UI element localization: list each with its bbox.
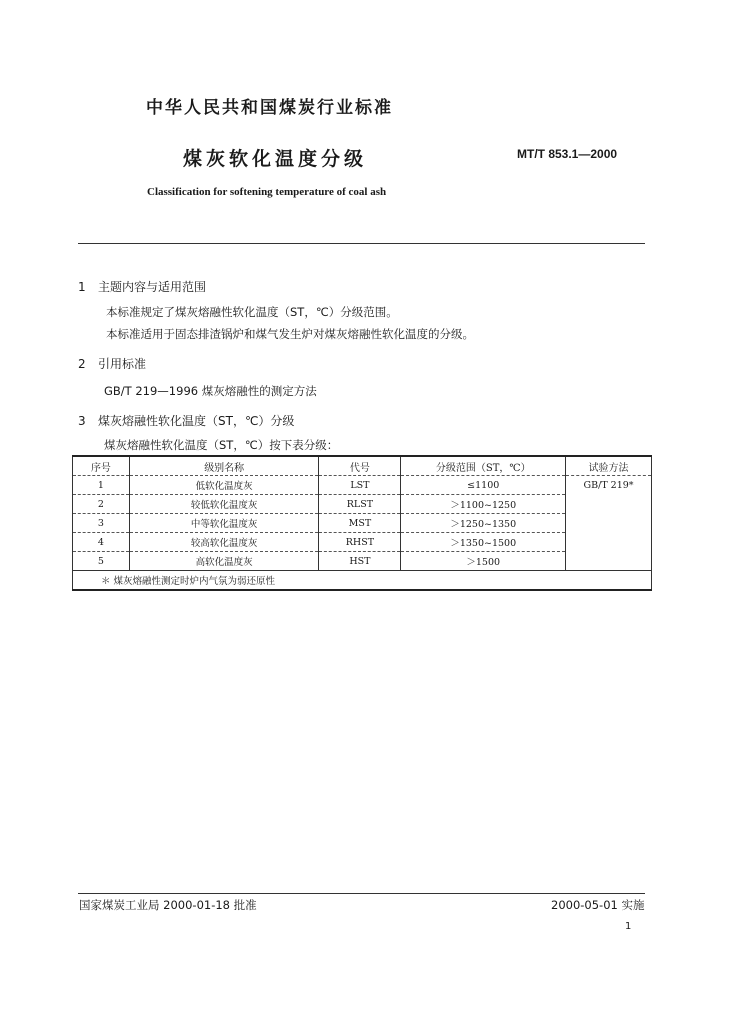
implementation-date: 2000-05-01 实施 (551, 898, 645, 912)
cell-range: ＞1100~1250 (401, 495, 566, 514)
table-footnote: ＊ 煤灰熔融性测定时炉内气氛为弱还原性 (73, 571, 652, 591)
table-row (73, 495, 652, 514)
header-range: 分级范围（ST，℃） (401, 456, 566, 476)
cell-code: MST (319, 514, 401, 533)
table-row (73, 476, 652, 495)
cell-seq: 3 (73, 514, 130, 533)
cell-seq: 4 (73, 533, 130, 552)
english-title: Classification for softening temperature of coal ash (147, 186, 387, 198)
cell-range: ＞1500 (401, 552, 566, 571)
section-heading-text: 主题内容与适用范围 (98, 280, 207, 294)
cell-grade-name: 较低软化温度灰 (129, 495, 319, 514)
table-row (73, 552, 652, 571)
cell-code: LST (319, 476, 401, 495)
header-method: 试验方法 (566, 456, 652, 476)
section-3-heading (78, 412, 294, 429)
section-number: 1 (78, 280, 86, 294)
cell-code: RLST (319, 495, 401, 514)
table-header-row (73, 456, 652, 476)
section-1-heading (78, 278, 206, 295)
standard-category-title: 中华人民共和国煤炭行业标准 (146, 98, 393, 118)
paragraph: 煤灰熔融性软化温度（ST，℃）按下表分级： (104, 438, 339, 452)
section-2-heading (78, 355, 146, 372)
table-row (73, 514, 652, 533)
header-grade-name: 级别名称 (129, 456, 319, 476)
cell-code: HST (319, 552, 401, 571)
header-seq: 序号 (73, 456, 130, 476)
header-code: 代号 (319, 456, 401, 476)
classification-table (72, 455, 652, 591)
cell-code: RHST (319, 533, 401, 552)
header-divider (78, 243, 645, 244)
table-note-row (73, 571, 652, 591)
paragraph: 本标准规定了煤灰熔融性软化温度（ST，℃）分级范围。 (106, 305, 398, 319)
section-heading-text: 煤灰熔融性软化温度（ST，℃）分级 (98, 414, 295, 428)
cell-seq: 5 (73, 552, 130, 571)
section-heading-text: 引用标准 (98, 357, 147, 371)
reference-item: GB/T 219—1996 煤灰熔融性的测定方法 (104, 384, 317, 398)
paragraph: 本标准适用于固态排渣锅炉和煤气发生炉对煤灰熔融性软化温度的分级。 (106, 327, 474, 341)
cell-grade-name: 高软化温度灰 (129, 552, 319, 571)
document-title: 煤灰软化温度分级 (183, 148, 368, 170)
table-row (73, 533, 652, 552)
cell-grade-name: 中等软化温度灰 (129, 514, 319, 533)
cell-range: ≤1100 (401, 476, 566, 495)
cell-method: GB/T 219* (566, 476, 652, 571)
cell-range: ＞1250~1350 (401, 514, 566, 533)
standard-code: MT/T 853.1—2000 (517, 147, 618, 161)
page-number: 1 (625, 921, 632, 932)
approval-line: 国家煤炭工业局 2000-01-18 批准 (79, 898, 257, 912)
cell-range: ＞1350~1500 (401, 533, 566, 552)
section-number: 2 (78, 357, 86, 371)
cell-grade-name: 低软化温度灰 (129, 476, 319, 495)
footer-divider (78, 893, 645, 894)
cell-seq: 2 (73, 495, 130, 514)
cell-grade-name: 较高软化温度灰 (129, 533, 319, 552)
section-number: 3 (78, 414, 86, 428)
cell-seq: 1 (73, 476, 130, 495)
